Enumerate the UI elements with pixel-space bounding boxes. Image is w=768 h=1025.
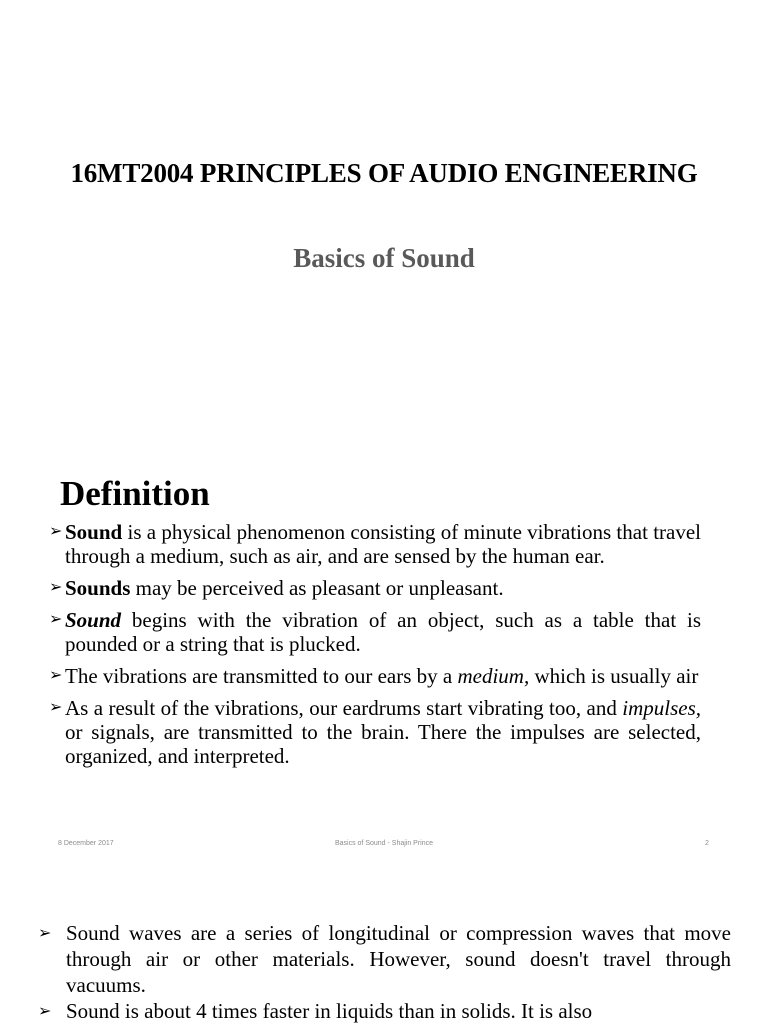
bullet-list — [49, 520, 701, 776]
arrow-bullet-icon: ➢ — [38, 1003, 52, 1020]
arrow-bullet-icon: ➢ — [49, 667, 63, 684]
page-number: 2 — [705, 840, 709, 847]
bullet-list — [38, 920, 731, 1024]
arrow-bullet-icon: ➢ — [49, 523, 63, 540]
bullet-term: Sound — [65, 608, 122, 632]
bullet-emphasis: impulses, — [622, 696, 701, 720]
bullet-text: Sound waves are a series of longitudinal or compression waves that move through air or other materials. However, sound doesn't travel through vacuums. — [66, 921, 731, 997]
bullet-item — [38, 998, 731, 1024]
slide-heading: Definition — [60, 474, 210, 513]
bullet-emphasis: medium, — [457, 664, 530, 688]
footer-date: 8 December 2017 — [58, 840, 114, 847]
slide-subtitle: Basics of Sound — [293, 243, 475, 273]
bullet-text: may be perceived as pleasant or unpleasant. — [130, 576, 504, 600]
bullet-term: Sounds — [65, 576, 131, 600]
bullet-text: begins with the vibration of an object, such as a table that is pounded or a string that is plucked. — [65, 608, 701, 656]
bullet-text: which is usually air — [529, 664, 699, 688]
bullet-item — [49, 696, 701, 768]
bullet-item — [49, 664, 701, 688]
bullet-item — [49, 520, 701, 568]
definition-slide — [0, 432, 768, 864]
bullet-text: The vibrations are transmitted to our ears by a — [65, 664, 458, 688]
bullet-text: As a result of the vibrations, our eardrums start vibrating too, and — [65, 696, 623, 720]
arrow-bullet-icon: ➢ — [49, 699, 63, 716]
bullet-text: Sound is about 4 times faster in liquids than in solids. It is also — [66, 999, 593, 1023]
bullet-text: or signals, are transmitted to the brain. There the impulses are selected, organized, and interpreted. — [65, 720, 701, 768]
bullet-item — [49, 576, 701, 600]
bullet-item — [38, 920, 731, 998]
title-slide — [0, 0, 768, 432]
bullet-item — [49, 608, 701, 656]
bullet-term: Sound — [65, 520, 123, 544]
footer-title: Basics of Sound - Shajin Prince — [334, 840, 434, 847]
course-title: 16MT2004 PRINCIPLES OF AUDIO ENGINEERING — [70, 158, 698, 188]
arrow-bullet-icon: ➢ — [49, 611, 63, 628]
arrow-bullet-icon: ➢ — [38, 925, 52, 942]
bullet-text: is a physical phenomenon consisting of minute vibrations that travel through a medium, such as air, and are sensed by the human ear. — [65, 520, 701, 568]
sound-waves-slide — [0, 864, 768, 1024]
arrow-bullet-icon: ➢ — [49, 579, 63, 596]
